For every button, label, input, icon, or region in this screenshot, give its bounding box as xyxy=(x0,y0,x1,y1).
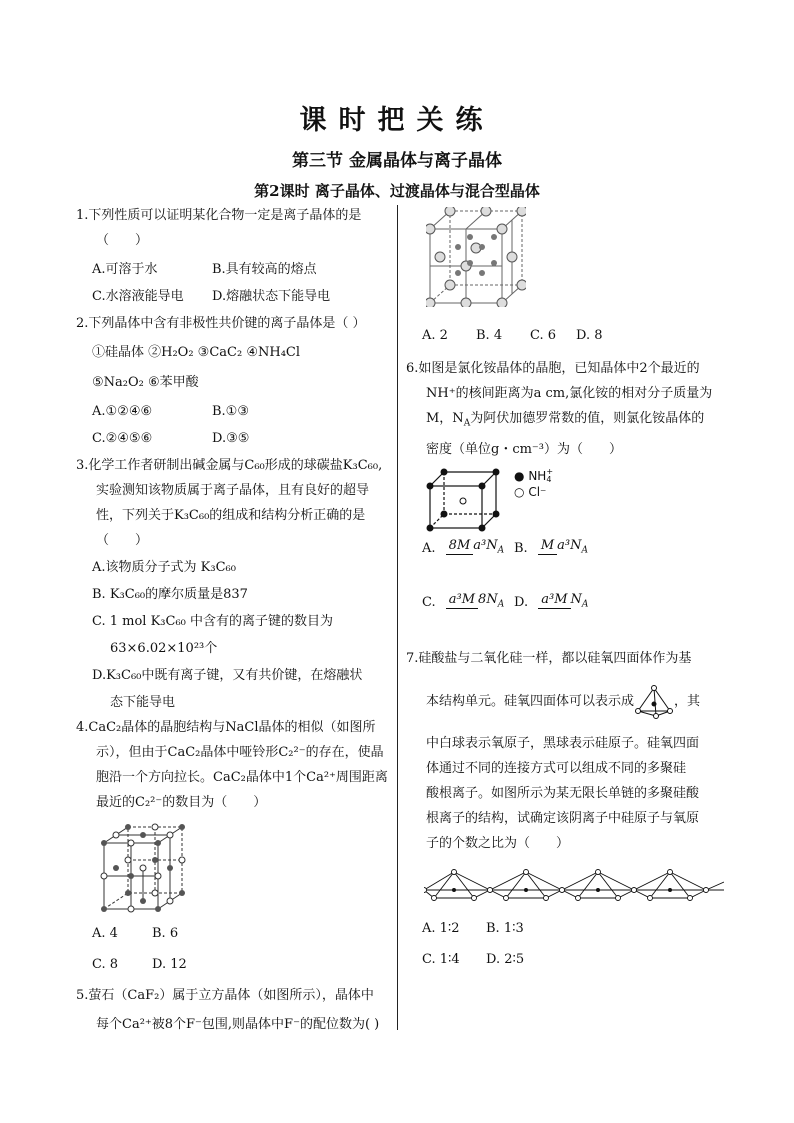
question-4-option-c: C. 8 xyxy=(92,957,119,972)
question-2-option-b: B.①③ xyxy=(212,404,249,419)
question-7-stem-7: 子的个数之比为（ ） xyxy=(426,835,570,851)
nh4cl-figure-wrap xyxy=(426,468,724,532)
left-column xyxy=(76,203,388,1037)
question-3-option-b: B. K₃C₆₀的摩尔质量是837 xyxy=(92,587,248,602)
option-c-denominator: 8N xyxy=(478,591,498,607)
question-4-option-a: A. 4 xyxy=(92,926,118,941)
question-5-option-b: B. 4 xyxy=(476,328,503,343)
question-5-option-d: D. 8 xyxy=(576,328,603,343)
option-d-numerator: a³M xyxy=(538,592,570,609)
caf2-crystal-cell-figure xyxy=(426,207,526,307)
nh4cl-legend: ● NH + 4 ○ Cl⁻ xyxy=(514,467,554,500)
question-1-option-c: C.水溶液能导电 xyxy=(92,289,184,304)
question-3-option-d-2: 态下能导电 xyxy=(110,695,176,710)
question-7-stem-5: 酸根离子。如图所示为某无限长单链的多聚硅酸 xyxy=(426,785,700,801)
question-1-stem: 1.下列性质可以证明某化合物一定是离子晶体的是 xyxy=(76,208,362,223)
option-a-numerator: 8M xyxy=(446,538,474,555)
right-column xyxy=(406,203,724,974)
question-6-option-a xyxy=(422,536,514,584)
cl-legend-circle-icon: ○ xyxy=(514,485,525,500)
question-1-option-d: D.熔融状态下能导电 xyxy=(212,289,331,304)
polysilicate-chain-figure xyxy=(424,864,724,908)
nh4cl-crystal-cell-figure xyxy=(426,468,506,532)
nh4-legend-dot-icon: ● xyxy=(514,468,525,483)
question-7 xyxy=(406,646,724,972)
question-2-option-a: A.①②④⑥ xyxy=(92,404,153,419)
question-6-option-d xyxy=(514,590,606,638)
option-a-sub: A xyxy=(497,545,505,556)
option-b-denominator: a³N xyxy=(557,537,582,553)
silicon-oxygen-tetrahedron-icon xyxy=(634,685,674,719)
question-6-option-c-fraction xyxy=(446,592,504,613)
question-4-option-d: D. 12 xyxy=(152,957,187,972)
question-3 xyxy=(76,453,388,715)
question-5 xyxy=(76,983,388,1037)
question-1-blank: （ ） xyxy=(96,233,149,248)
question-3-option-d-1: D.K₃C₆₀中既有离子键，又有共价键，在熔融状 xyxy=(92,668,363,683)
question-5-stem-1: 5.萤石（CaF₂）属于立方晶体（如图所示），晶体中 xyxy=(76,988,374,1003)
question-4-stem-2: 示），但由于CaC₂晶体中哑铃形C₂²⁻的存在，使晶 xyxy=(96,745,384,760)
question-7-stem-4: 体通过不同的连接方式可以组成不同的多聚硅 xyxy=(426,760,687,776)
question-7-stem-2a: 本结构单元。硅氧四面体可以表示成 xyxy=(426,694,635,710)
question-6-option-b-letter: B. xyxy=(514,540,528,556)
question-6-option-c-letter: C. xyxy=(422,594,436,610)
question-3-stem-2: 实验测知该物质属于离子晶体，且有良好的超导 xyxy=(96,483,370,498)
question-6-option-c xyxy=(422,590,514,638)
option-d-sub: A xyxy=(581,599,589,610)
question-2-items-1: ①硅晶体 ②H₂O₂ ③CaC₂ ④NH₄Cl xyxy=(92,345,301,360)
lesson-title: 第2课时 离子晶体、过渡晶体与混合型晶体 xyxy=(254,182,540,200)
question-6-option-a-fraction xyxy=(446,538,504,559)
question-5-option-a: A. 2 xyxy=(422,328,448,343)
column-divider xyxy=(397,205,398,1030)
question-6-stem-2: NH⁺的核间距离为a cm,氯化铵的相对分子质量为 xyxy=(426,386,713,401)
page-title: 课时把关练 xyxy=(299,105,495,136)
option-c-sub: A xyxy=(497,599,505,610)
question-6-option-a-letter: A. xyxy=(422,540,436,556)
question-4 xyxy=(76,715,388,977)
option-b-numerator: M xyxy=(538,538,557,555)
question-1-option-a: A.可溶于水 xyxy=(92,262,158,277)
question-6-stem-4: 密度（单位g・cm⁻³）为（ ） xyxy=(426,441,623,457)
cl-legend-label: Cl⁻ xyxy=(528,485,547,500)
question-4-stem-4: 最近的C₂²⁻的数目为（ ） xyxy=(96,795,267,810)
question-7-stem-3: 中白球表示氧原子，黑球表示硅原子。硅氧四面 xyxy=(426,735,700,751)
question-7-stem-2b: ，其 xyxy=(674,694,701,710)
question-6-option-b xyxy=(514,536,606,584)
option-b-sub: A xyxy=(581,545,588,556)
question-2-stem: 2.下列晶体中含有非极性共价键的离子晶体是（ ） xyxy=(76,316,366,331)
option-d-denominator: N xyxy=(570,591,582,607)
question-6-stem-3: M，N xyxy=(426,411,464,426)
question-7-option-b: B. 1∶3 xyxy=(486,920,524,936)
cac2-crystal-cell-figure xyxy=(98,823,188,915)
question-6-option-d-letter: D. xyxy=(514,594,529,610)
question-5-stem-2: 每个Ca²⁺被8个F⁻包围,则晶体中F⁻的配位数为( ) xyxy=(96,1017,380,1032)
section-title: 第三节 金属晶体与离子晶体 xyxy=(292,151,502,171)
question-6-stem-3b: 为阿伏加德罗常数的值，则氯化铵晶体的 xyxy=(470,411,705,426)
question-7-option-c: C. 1∶4 xyxy=(422,951,460,967)
option-a-denominator: a³N xyxy=(473,537,498,553)
avogadro-subscript: A xyxy=(463,418,471,429)
question-6-option-b-fraction xyxy=(538,538,588,559)
question-4-stem-3: 胞沿一个方向拉长。CaC₂晶体中1个Ca²⁺周围距离 xyxy=(96,770,388,785)
question-6-stem-1: 6.如图是氯化铵晶体的晶胞，已知晶体中2个最近的 xyxy=(406,361,700,376)
question-3-stem-3: 性，下列关于K₃C₆₀的组成和结构分析正确的是 xyxy=(96,508,366,523)
question-7-option-a: A. 1∶2 xyxy=(422,920,460,936)
question-2-option-d: D.③⑤ xyxy=(212,431,250,446)
question-7-stem-6: 根离子的结构，试确定该阴离子中硅原子与氧原 xyxy=(426,810,700,826)
question-1-option-b: B.具有较高的熔点 xyxy=(212,262,317,277)
question-4-option-b: B. 6 xyxy=(152,926,179,941)
option-c-numerator: a³M xyxy=(446,592,478,609)
nh4-legend-label: NH xyxy=(528,468,547,483)
question-2-items-2: ⑤Na₂O₂ ⑥苯甲酸 xyxy=(92,375,199,390)
question-3-option-a: A.该物质分子式为 K₃C₆₀ xyxy=(92,560,236,575)
question-3-option-c-2: 63×6.02×10²³个 xyxy=(110,641,218,656)
question-7-option-d: D. 2∶5 xyxy=(486,951,525,967)
question-7-stem-1: 7.硅酸盐与二氧化硅一样，都以硅氧四面体作为基 xyxy=(406,650,692,666)
question-1 xyxy=(76,203,388,309)
question-2 xyxy=(76,311,388,451)
question-4-stem-1: 4.CaC₂晶体的晶胞结构与NaCl晶体的相似（如图所 xyxy=(76,720,376,735)
question-3-blank: （ ） xyxy=(96,533,149,548)
question-6 xyxy=(406,356,724,638)
question-3-stem-1: 3.化学工作者研制出碱金属与C₆₀形成的球碳盐K₃C₆₀, xyxy=(76,458,383,473)
question-6-option-d-fraction xyxy=(538,592,588,613)
question-2-option-c: C.②④⑤⑥ xyxy=(92,431,153,446)
question-5-option-c: C. 6 xyxy=(530,328,557,343)
question-3-option-c-1: C. 1 mol K₃C₆₀ 中含有的离子键的数目为 xyxy=(92,614,334,629)
